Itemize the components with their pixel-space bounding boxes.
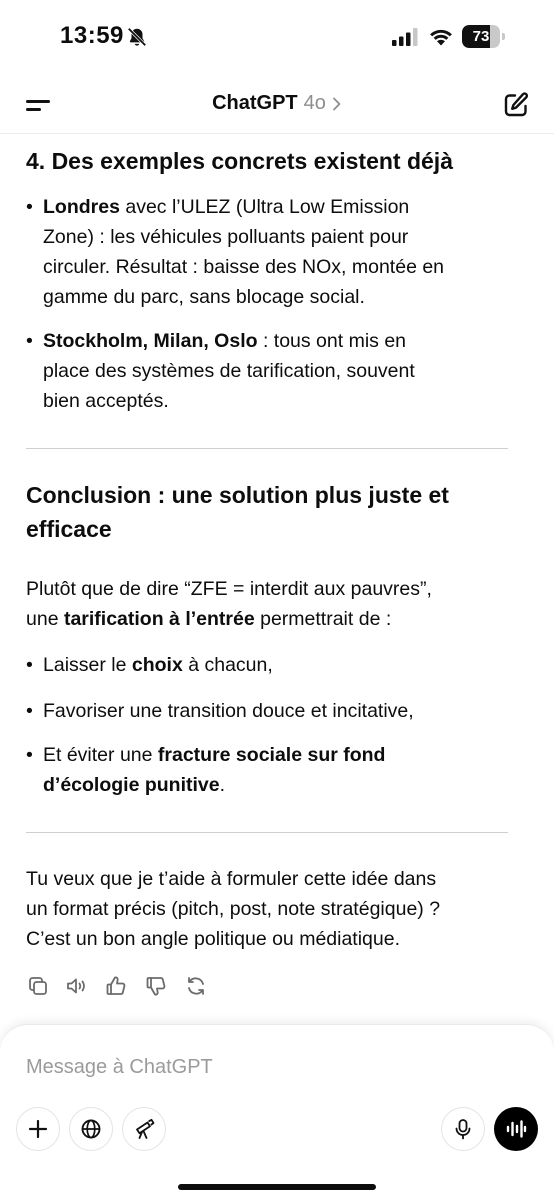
wifi-icon <box>428 26 454 46</box>
section-heading: 4. Des exemples concrets existent déjà <box>26 148 453 174</box>
copy-icon[interactable] <box>26 974 50 998</box>
conversation <box>0 134 554 1024</box>
conclusion-heading: Conclusion : une solution plus juste et efficace <box>26 482 449 542</box>
thumbs-down-icon[interactable] <box>144 974 168 998</box>
intro-paragraph: Plutôt que de dire “ZFE = interdit aux pauvres”, une tarification à l’entrée permettrait de : <box>26 578 432 630</box>
list-item: • Et éviter une fracture sociale sur fond d’écologie punitive. <box>26 744 386 796</box>
voice-waveform-icon <box>505 1118 527 1140</box>
thumbs-up-icon[interactable] <box>104 974 128 998</box>
model-name: 4o <box>303 92 326 114</box>
web-search-button[interactable] <box>69 1107 113 1151</box>
list-item: • Favoriser une transition douce et incitative, <box>26 700 414 722</box>
assistant-question: Tu veux que je t’aide à formuler cette idée dans un format précis (pitch, post, note stratégique) ? C’est un bon angle politique ou médiatique. <box>26 868 441 950</box>
list-item: • Laisser le choix à chacun, <box>26 654 273 676</box>
divider <box>26 448 508 449</box>
bell-muted-icon <box>126 26 148 48</box>
add-attachment-button[interactable] <box>16 1107 60 1151</box>
message-composer <box>0 1024 554 1200</box>
list-item: • Stockholm, Milan, Oslo : tous ont mis en place des systèmes de tarification, souvent bien acceptés. <box>26 330 415 412</box>
battery-level: 73 <box>472 28 490 45</box>
chevron-right-icon <box>332 97 342 111</box>
message-input[interactable] <box>26 1051 506 1083</box>
message-actions <box>26 974 226 1000</box>
app-title: ChatGPT <box>212 92 298 114</box>
globe-icon <box>80 1118 102 1140</box>
status-bar <box>0 0 554 76</box>
app-header <box>0 76 554 134</box>
model-selector[interactable] <box>0 92 554 115</box>
telescope-icon <box>133 1118 155 1140</box>
divider <box>26 832 508 833</box>
deep-research-button[interactable] <box>122 1107 166 1151</box>
new-chat-icon[interactable] <box>502 91 530 119</box>
list-item: • Londres avec l’ULEZ (Ultra Low Emission Zone) : les véhicules polluants paient pour circuler. Résultat : baisse des NOx, montée en gamme du parc, sans blocage social. <box>26 196 445 308</box>
cellular-signal-icon <box>392 28 418 46</box>
home-indicator <box>178 1184 376 1190</box>
read-aloud-icon[interactable] <box>64 974 88 998</box>
battery-indicator <box>462 25 506 48</box>
plus-icon <box>27 1118 49 1140</box>
regenerate-icon[interactable] <box>184 974 208 998</box>
voice-mode-button[interactable] <box>494 1107 538 1151</box>
microphone-icon <box>452 1118 474 1140</box>
dictation-button[interactable] <box>441 1107 485 1151</box>
status-time: 13:59 <box>60 22 124 49</box>
